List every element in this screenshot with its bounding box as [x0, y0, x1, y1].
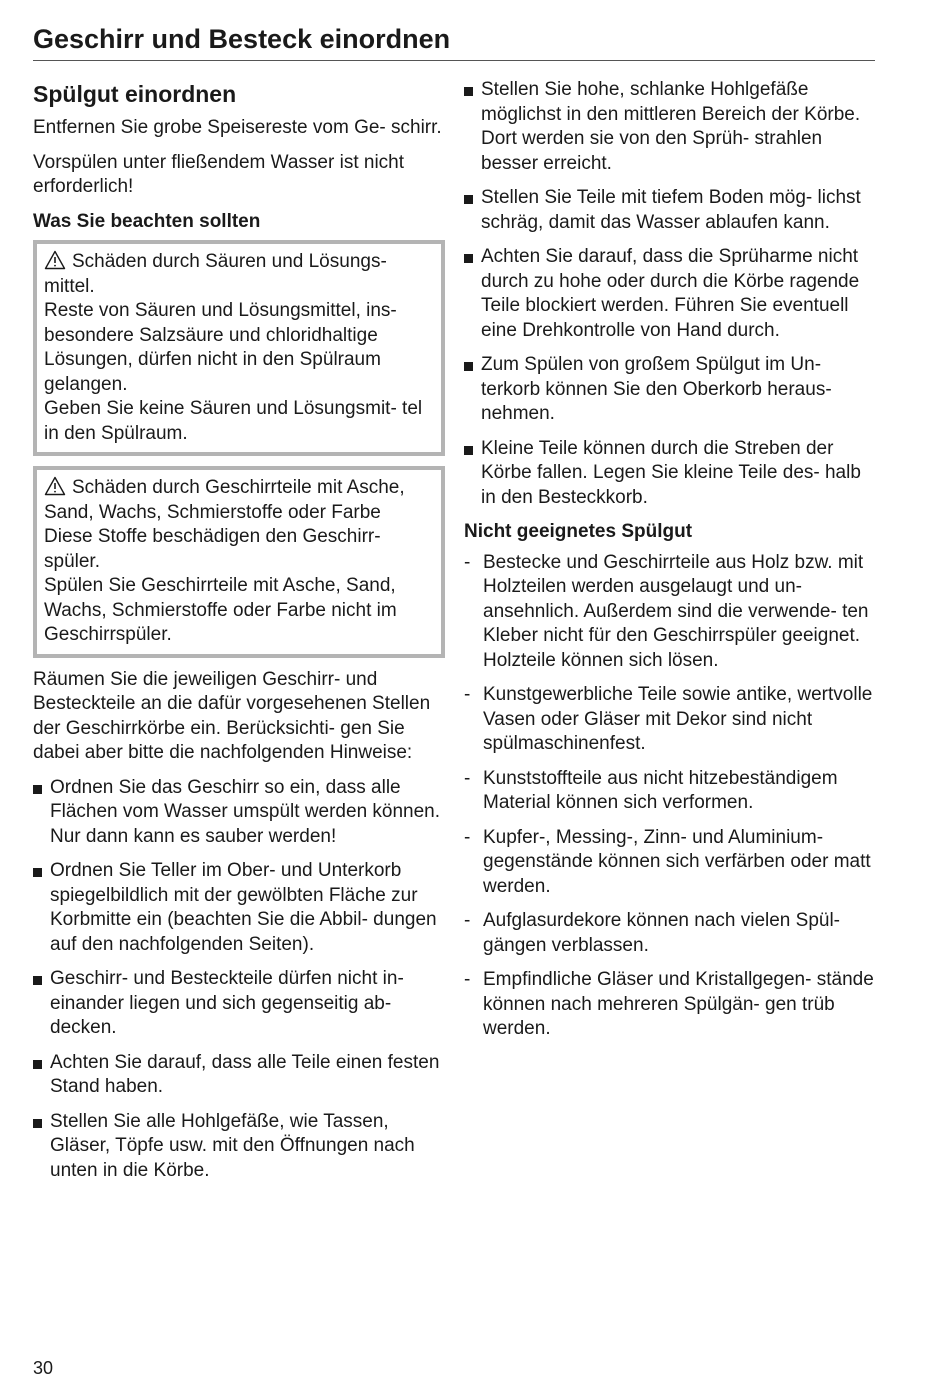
warning-heading-text: Schäden durch Geschirrteile mit Asche, Sand, Wachs, Schmierstoffe oder Farbe [44, 477, 405, 523]
dash-marker: - [464, 910, 471, 931]
list-item [464, 245, 876, 343]
dash-marker: - [464, 826, 471, 848]
bullet-square-icon [464, 446, 473, 455]
warning-box-acids [33, 240, 445, 456]
bullet-square-icon [464, 254, 473, 263]
list-item [33, 1051, 445, 1100]
list-item-text: Kunststoffteile aus nicht hitzebeständigem Material können sich verformen. [483, 767, 838, 813]
right-column [464, 78, 876, 1052]
list-item [464, 437, 876, 511]
intro-paragraph: Vorspülen unter fließendem Wasser ist nicht erforderlich! [33, 151, 405, 197]
bullet-square-icon [33, 1119, 42, 1128]
list-item-text: Kleine Teile können durch die Streben der Körbe fallen. Legen Sie kleine Teile des- halb in den Besteckkorb. [481, 437, 861, 508]
list-item [464, 78, 876, 176]
right-bullet-list [464, 78, 876, 510]
list-item-text: Achten Sie darauf, dass alle Teile einen festen Stand haben. [50, 1051, 440, 1097]
intro-paragraph: Entfernen Sie grobe Speisereste vom Ge- schirr. [33, 117, 442, 138]
bullet-square-icon [33, 868, 42, 877]
warning-heading-text: Schäden durch Säuren und Lösungs- mittel. [44, 251, 387, 297]
ungeeignet-heading: Nicht geeignetes Spülgut [464, 521, 693, 542]
left-bullet-list [33, 776, 445, 1184]
list-item-text: Empfindliche Gläser und Kristallgegen- stände können nach mehreren Spülgän- gen trüb werden. [483, 969, 874, 1039]
list-item [464, 683, 876, 757]
list-item-text: Aufglasurdekore können nach vielen Spül- gängen verblassen. [483, 910, 841, 956]
bullet-square-icon [33, 976, 42, 985]
list-item-text: Ordnen Sie das Geschirr so ein, dass alle Flächen vom Wasser umspült werden können. Nur dann kann es sauber werden! [50, 776, 441, 847]
section-title: Spülgut einordnen [33, 81, 237, 107]
bullet-square-icon [464, 195, 473, 204]
list-item [464, 353, 876, 427]
list-item-text: Ordnen Sie Teller im Ober- und Unterkorb spiegelbildlich mit der gewölbten Fläche zur Korbmitte ein (beachten Sie die Abbil- dungen auf den nachfolgenden Seiten). [50, 860, 437, 955]
warning-line: Reste von Säuren und Lösungsmittel, ins- besondere Salzsäure und chloridhaltige Lösungen, dürfen nicht in den Spülraum gelangen. [44, 300, 397, 395]
list-item [33, 859, 445, 957]
bullet-square-icon [33, 785, 42, 794]
warning-triangle-icon [44, 476, 66, 496]
dash-marker: - [464, 969, 471, 990]
list-item [464, 186, 876, 235]
page-title: Geschirr und Besteck einordnen [33, 24, 451, 54]
list-item [464, 968, 876, 1042]
list-item-text: Achten Sie darauf, dass die Sprüharme nicht durch zu hohe oder durch die Körbe ragende Teile blockiert werden. Führen Sie eventuell eine Drehkontrolle von Hand durch. [481, 246, 860, 341]
list-item-text: Stellen Sie alle Hohlgefäße, wie Tassen, Gläser, Töpfe usw. mit den Öffnungen nach unten in die Körbe. [50, 1110, 415, 1181]
list-item-text: Stellen Sie hohe, schlanke Hohlgefäße möglichst in den mittleren Bereich der Körbe. Dort werden sie von den Sprüh- strahlen besser erreicht. [481, 79, 861, 174]
unsuitable-items-list [464, 551, 876, 1042]
list-item-text: Stellen Sie Teile mit tiefem Boden mög- lichst schräg, damit das Wasser ablaufen kann. [481, 187, 861, 233]
warning-triangle-icon [44, 250, 66, 270]
dash-marker: - [464, 684, 471, 705]
list-item-text: Kunstgewerbliche Teile sowie antike, wertvolle Vasen oder Gläser mit Dekor sind nicht spülmaschinenfest. [483, 684, 873, 754]
beachten-heading: Was Sie beachten sollten [33, 210, 261, 232]
dash-marker: - [464, 767, 471, 789]
warning-line: Diese Stoffe beschädigen den Geschirr- spüler. [44, 526, 381, 572]
instruction-paragraph: Räumen Sie die jeweiligen Geschirr- und Besteckteile an die dafür vorgesehenen Stellen der Geschirrkörbe ein. Berücksichti- gen Sie dabei aber bitte die nachfolgenden Hinweise: [33, 668, 431, 763]
list-item [464, 551, 876, 674]
bullet-square-icon [33, 1060, 42, 1069]
warning-box-ash-sand [33, 466, 445, 658]
list-item [33, 967, 445, 1041]
bullet-square-icon [464, 87, 473, 96]
warning-heading [44, 476, 433, 525]
page-header [33, 22, 875, 61]
left-column [33, 78, 445, 1193]
list-item [464, 826, 876, 900]
list-item-text: Bestecke und Geschirrteile aus Holz bzw. mit Holzteilen werden ausgelaugt und un- ansehnlich. Außerdem sind die verwende- ten Kleber nicht für den Geschirrspüler geeignet. Holzteile können sich lösen. [483, 551, 869, 671]
list-item [33, 1110, 445, 1184]
list-item [464, 767, 876, 816]
page-number: 30 [33, 1358, 54, 1378]
list-item-text: Zum Spülen von großem Spülgut im Un- terkorb können Sie den Oberkorb heraus- nehmen. [481, 354, 832, 424]
bullet-square-icon [464, 362, 473, 371]
list-item-text: Kupfer-, Messing-, Zinn- und Aluminium- gegenstände können sich verfärben oder matt werden. [483, 826, 871, 897]
warning-line: Geben Sie keine Säuren und Lösungsmit- tel in den Spülraum. [44, 398, 423, 444]
warning-line: Spülen Sie Geschirrteile mit Asche, Sand, Wachs, Schmierstoffe oder Farbe nicht im Geschirrspüler. [44, 575, 397, 645]
list-item-text: Geschirr- und Besteckteile dürfen nicht in- einander liegen und sich gegenseitig ab- decken. [50, 968, 404, 1038]
warning-heading [44, 250, 433, 299]
list-item [464, 909, 876, 958]
list-item [33, 776, 445, 850]
dash-marker: - [464, 551, 471, 573]
